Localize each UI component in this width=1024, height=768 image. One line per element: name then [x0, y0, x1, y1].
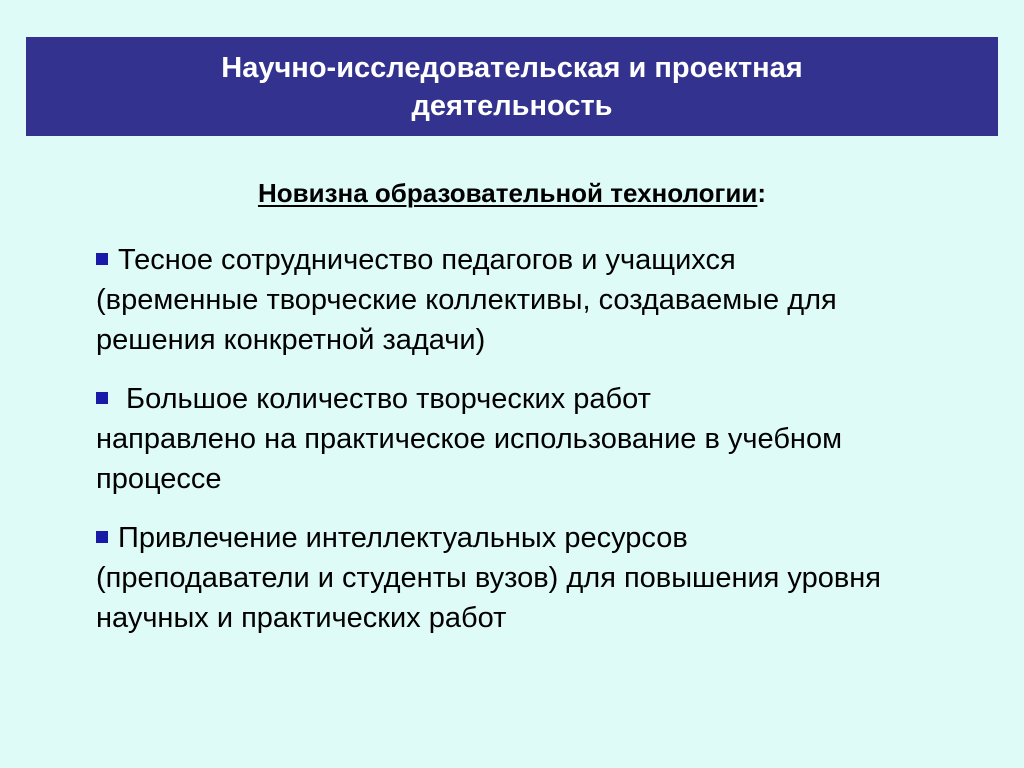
bullet-3-lead: Привлечение интеллектуальных ресурсов: [118, 522, 688, 554]
bullet-item-3: [96, 518, 956, 638]
slide-title-line-1: Научно-исследовательская и проектная: [221, 51, 803, 84]
bullet-3-rest: (преподаватели и студенты вузов) для повышения уровня научных и практических работ: [96, 562, 881, 634]
bullet-list: [96, 240, 956, 657]
bullet-1-lead: Тесное сотрудничество педагогов и учащихся: [118, 244, 736, 276]
subtitle-colon: :: [757, 178, 767, 208]
bullet-2-rest: направлено на практическое использование в учебном процессе: [96, 423, 843, 495]
square-bullet-icon: [96, 253, 108, 265]
square-bullet-icon: [96, 531, 108, 543]
bullet-item-1: [96, 240, 956, 360]
bullet-2-lead: Большое количество творческих работ: [118, 383, 651, 415]
slide-title-bar: [26, 37, 998, 136]
square-bullet-icon: [96, 392, 108, 404]
section-subtitle: [0, 176, 1024, 210]
bullet-1-rest: (временные творческие коллективы, создаваемые для решения конкретной задачи): [96, 284, 837, 356]
subtitle-text: Новизна образовательной технологии: [257, 178, 758, 208]
bullet-item-2: [96, 379, 956, 499]
slide-title-line-2: деятельность: [411, 89, 613, 122]
